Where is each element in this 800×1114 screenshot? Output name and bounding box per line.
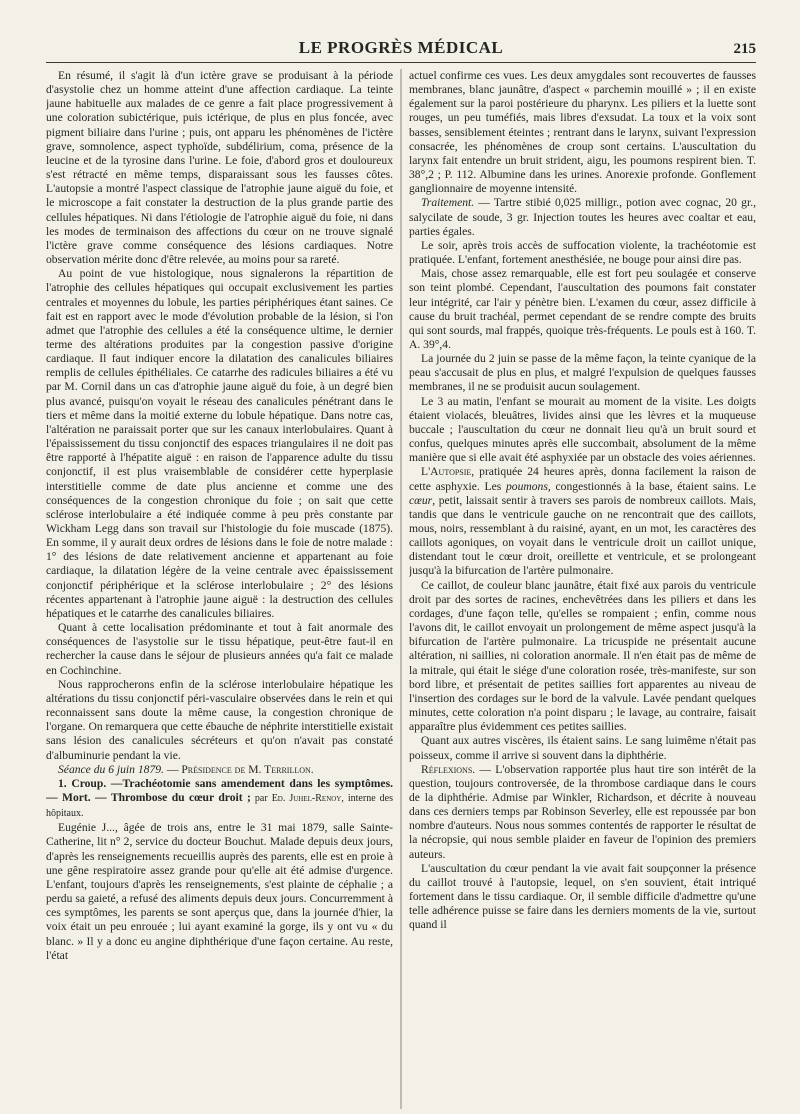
treatment-label: Traitement. xyxy=(421,196,475,210)
paragraph: Quant à cette localisation prédominante et tout à fait anormale des conséquences de l'asystolie sur le tissu hépatique, peut-être faut-il en rechercher la cause dans le séjour de plusieurs années qu'a fait ce malade en Cochinchine. xyxy=(46,621,393,677)
case-title: Croup. —Trachéotomie sans amendement dans les symptômes. — Mort. — Thrombose du cœur droit ; xyxy=(46,776,393,804)
session-dash: — xyxy=(163,762,182,776)
running-title: LE PROGRÈS MÉDICAL xyxy=(298,38,504,57)
autopsy-label: L'Autopsie, xyxy=(421,465,475,479)
paragraph: L'auscultation du cœur pendant la vie avait fait soupçonner la présence du caillot trouvé à l'autopsie, lequel, on s'en souvient, était intriqué fortement dans le tissu cardiaque. Or, il semble difficile d'admettre qu'une telle adhérence puisse se faire dans les derniers moments de la vie, surtout quand il xyxy=(409,861,756,932)
right-column xyxy=(409,69,756,963)
reflexions-paragraph xyxy=(409,763,756,862)
paragraph: Quant aux autres viscères, ils étaient sains. Le sang luimême n'était pas poisseux, comme il arrive si souvent dans la diphthérie. xyxy=(409,734,756,762)
treatment-paragraph xyxy=(409,196,756,238)
case-heading xyxy=(46,777,393,821)
case-author-role: interne des hôpitaux. xyxy=(46,792,393,820)
page-header xyxy=(46,34,756,63)
page-number: 215 xyxy=(733,41,756,57)
coeur-term: cœur xyxy=(409,493,433,507)
case-by: par xyxy=(250,792,272,804)
reflexions-label: Réflexions. xyxy=(421,762,476,776)
treatment-text: — Tartre stibié 0,025 milligr., potion avec cognac, 20 gr., salycilate de soude, 3 gr. Injection toutes les heures avec coaltar et eau, parties égales. xyxy=(409,196,756,238)
autopsy-text: pratiquée 24 heures après, donna facilement la raison de cette asphyxie. Les xyxy=(409,465,756,493)
paragraph: Au point de vue histologique, nous signalerons la répartition de l'atrophie des cellules hépatiques qui occupait exclusivement les parties centrales et moyennes du lobule, les parties périphériques étant saines. Ce fait est en rapport avec le mode d'évolution probable de la lésion, si l'on admet que l'atrophie des cellules a été la conséquence ultime, le dernier terme des altérations produites par la congestion passive d'origine cardiaque. Il faut indiquer encore la dilatation des canalicules biliaires remplis de cellules épithéliales. Ce catarrhe des radicules biliaires a été vu par M. Cornil dans un cas d'atrophie jaune aiguë du foie, à un degré bien plus avancé, puisqu'on voyait le réseau des canalicules pénétrant dans le tiers et même dans la moitié externe du lobule hépatique. Dans notre cas, l'altération ne paraissait porter que sur les canaux interlobulaires. Quant à l'épaississement du tissu conjonctif des espaces triangulaires il ne doit pas être rapporté à l'hépatite aiguë : en raison de l'apparence adulte du tissu conjonctif, il est plus vraisemblable de considérer cette hyperplasie interstitielle comme de date plus ancienne et comme une des conséquences de la congestion chronique du foie ; on sait que cette sclérose interlobulaire a été indiquée comme à peu près constante par Wickham Legg dans son travail sur l'histologie du foie muscade (1875). En somme, il y aurait deux ordres de lésions dans le foie de notre malade : 1° des lésions de date relativement ancienne et appartenant au foie cardiaque, la dilatation légère de la veine centrale avec épaississement conjonctif périphérique et la sclérose interlobulaire ; 2° des lésions récentes appartenant à l'atrophie jaune aiguë : la destruction des cellules hépatiques et le catarrhe des canalicules biliaires. xyxy=(46,267,393,620)
poumons-term: poumons xyxy=(506,479,548,493)
session-heading xyxy=(46,763,393,777)
autopsy-text: , petit, laissait sentir à travers ses parois de nombreux caillots. Mais, tandis que dans le ventricule gauche on ne rencontrait que des caillots, mous, noirs, ressemblant à du raisiné, ayant, en un mot, les caractères des caillots agoniques, on voyait dans le ventricule droit un caillot unique, distendant tout le cœur droit, oreillette et ventricule, et se prolongeant jusqu'à la bifurcation de l'artère pulmonaire. xyxy=(409,493,756,578)
paragraph: Le soir, après trois accès de suffocation violente, la trachéotomie est pratiquée. L'enfant, fortement anesthésiée, ne bouge pour ainsi dire pas. xyxy=(409,238,756,267)
paragraph: Mais, chose assez remarquable, elle est fort peu soulagée et conserve son teint plombé. Cependant, l'auscultation des poumons fait constater leur intégrité, car l'air y pénètre bien. L'examen du cœur, assez difficile à cause du bruit trachéal, permet cependant de se rendre compte des bruits qui sont sourds, mal frappés, quoique très-fréquents. Le pouls est à 160. T. A. 39°,4. xyxy=(409,267,756,351)
paragraph: actuel confirme ces vues. Les deux amygdales sont recouvertes de fausses membranes, blanc jaunâtre, d'aspect « parchemin mouillé » ; il en existe également sur la paroi postérieure du pharynx. Les piliers et la luette sont rouges, un peu tuméfiés, mais libres d'exsudat. La toux et la voix sont basses, sensiblement éteintes ; rentrant dans le larynx, suivant l'expression consacrée, les phénomènes de croup sont certains. L'auscultation du larynx fait entendre un bruit strident, aigu, les poumons respirent bien. T. 38°,2 ; P. 112. Albumine dans les urines. Anorexie profonde. Gonflement ganglionnaire de moyenne intensité. xyxy=(409,69,756,196)
paragraph: Ce caillot, de couleur blanc jaunâtre, était fixé aux parois du ventricule droit par des sortes de racines, enchevêtrées dans les piliers et dans les cordages, d'une façon telle, qu'elles se rompaient ; enfin, comme nous l'avons dit, le caillot envoyait un prolongement de même aspect jusqu'à la bifurcation de l'artère pulmonaire. La tricuspide ne présentait aucune altération, ni saillies, ni coloration anormale. Il n'en était pas de même de la mitrale, qui était le siége d'une coloration rosée, très-manifeste, sur son bord libre, et présentait de petites saillies fort apparentes au niveau de l'insertion des cordages sur le bord de la valvule. Lavée pendant quelques minutes, cette coloration n'a point disparu ; le lavage, au contraire, faisait apparaître plus évidemment ces petites saillies. xyxy=(409,578,756,734)
paragraph: Le 3 au matin, l'enfant se mourait au moment de la visite. Les doigts étaient violacés, bleuâtres, livides ainsi que les lèvres et la muqueuse buccale ; l'auscultation du cœur ne donnait lieu qu'à un bruit sourd et confus, quelques minutes après elle succombait, absolument de la même manière que si elle avait été asphyxiée par un obstacle des voies aériennes. xyxy=(409,394,756,465)
session-date: Séance du 6 juin 1879. xyxy=(58,762,164,776)
text-columns xyxy=(46,69,756,963)
paragraph: En résumé, il s'agit là d'un ictère grave se produisant à la période d'asystolie chez un homme atteint d'une affection cardiaque. La teinte jaune habituelle aux malades de ce genre a fait place progressivement à une coloration subictérique, puis ictérique, de plus en plus foncée, avec pigment biliaire dans l'urine ; puis, ont apparu les phénomènes de l'ictère grave, somnolence, aspect typhoïde, subdélirium, coma, présence de la leucine et de la tyrosine dans l'urine. Le foie, d'abord gros et douloureux s'est rétracté en même temps, disparaissant sous les fausses côtes. L'autopsie a montré l'aspect classique de l'atrophie jaune aiguë du foie, et le microscope a fait constater la destruction de la plus grande partie des cellules hépatiques. Ni dans l'étiologie de l'atrophie aiguë du foie, ni dans les modes de terminaison des affections du cœur on ne trouve signalé l'ictère grave comme conséquence des lésions cardiaques. Notre observation mérite donc d'être relevée, au moins pour sa rareté. xyxy=(46,69,393,267)
case-number: 1. xyxy=(58,776,67,790)
paragraph: Eugénie J..., âgée de trois ans, entre le 31 mai 1879, salle Sainte-Catherine, lit n° 2, service du docteur Bouchut. Malade depuis deux jours, d'après les renseignements recueillis auprès des parents, elle est en proie à une gêne respiratoire assez grande pour qu'elle ait été admise d'urgence. L'enfant, toujours d'après les renseignements, s'est plainte de céphalie ; a perdu sa gaieté, a refusé des aliments depuis deux jours. Concurremment à ces symptômes, les parents se sont aperçus que, dans la journée d'hier, la voix était un peu enrouée ; lui ayant examiné la gorge, ils y ont vu « du blanc. » Il y a donc eu angine diphthérique d'une façon certaine. Au reste, l'état xyxy=(46,821,393,962)
autopsy-text: , congestionnés à la base, étaient sains. Le xyxy=(547,479,756,493)
paragraph: Nous rapprocherons enfin de la sclérose interlobulaire hépatique les altérations du tissu conjonctif péri-vasculaire observées dans le rein et qui reconnaissent sans doute la même cause, la congestion chronique de l'organe. On remarquera que cette ébauche de néphrite interstitielle existait sans lésion des canalicules sécréteurs et qu'on n'avait pas constaté d'albuminurie pendant la vie. xyxy=(46,677,393,762)
autopsy-paragraph xyxy=(409,465,756,578)
case-author: Ed. Juhel-Renoy, xyxy=(271,792,344,804)
left-column xyxy=(46,69,393,963)
session-presidence: Présidence de M. Terrillon. xyxy=(181,762,314,776)
reflexions-text: — L'observation rapportée plus haut tire son intérêt de la question, toujours controversée, de la thrombose cardiaque dans le cours de la diphthérie. Admise par Winkler, Richardson, et décrite à nouveau dans ces derniers temps par Robinson Severley, elle est repoussée par bon nombre d'auteurs. Nous nous sommes contentés de rapporter le résultat de la nécropsie, qui nous semble plaider en faveur de l'opinion des premiers auteurs. xyxy=(409,762,756,861)
paragraph: La journée du 2 juin se passe de la même façon, la teinte cyanique de la peau s'accusait de plus en plus, et malgré l'expulsion de quelques fausses membranes, il ne se produisit aucun soulagement. xyxy=(409,352,756,394)
